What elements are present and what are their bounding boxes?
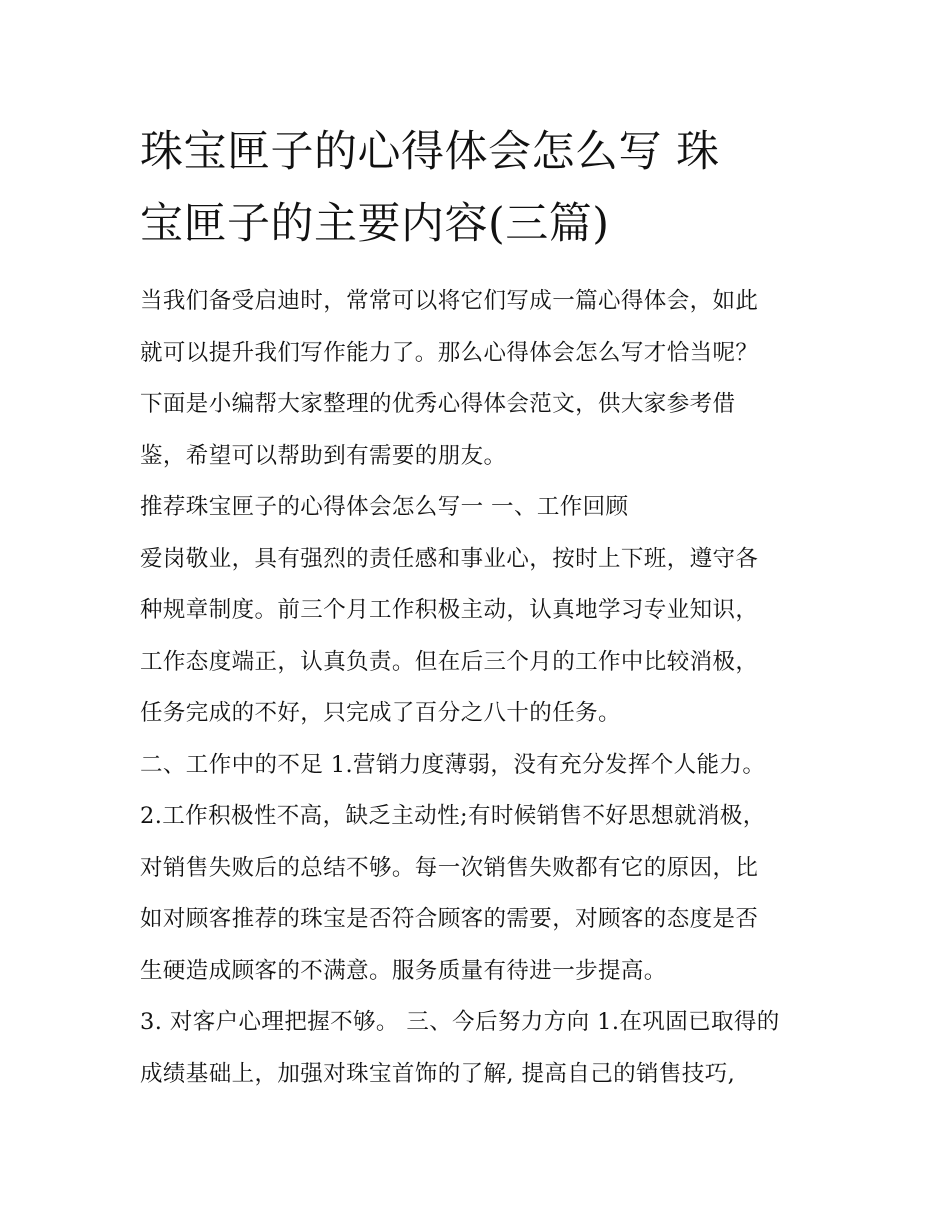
paragraph-line: 3. 对客户心理把握不够。 三、今后努力方向 1.在巩固已取得的 (140, 1009, 780, 1035)
paragraph-line: 如对顾客推荐的珠宝是否符合顾客的需要，对顾客的态度是否 (140, 906, 759, 932)
document-body (140, 280, 820, 1104)
paragraph-line: 种规章制度。前三个月工作积极主动，认真地学习专业知识， (140, 597, 759, 623)
paragraph-line: 就可以提升我们写作能力了。那么心得体会怎么写才恰当呢？ (140, 339, 759, 366)
paragraph-line: 二、工作中的不足 1.营销力度薄弱，没有充分发挥个人能力。 (140, 751, 766, 778)
paragraph-line: 推荐珠宝匣子的心得体会怎么写一 一、工作回顾 (140, 494, 629, 520)
paragraph-line: 鉴，希望可以帮助到有需要的朋友。 (140, 442, 507, 469)
paragraph-line: 对销售失败后的总结不够。每一次销售失败都有它的原因，比 (140, 854, 759, 881)
paragraph-line: 爱岗敬业，具有强烈的责任感和事业心，按时上下班，遵守各 (140, 545, 759, 572)
paragraph-line: 当我们备受启迪时，常常可以将它们写成一篇心得体会，如此 (140, 288, 759, 314)
paragraph-line: 2.工作积极性不高，缺乏主动性;有时候销售不好思想就消极， (140, 803, 766, 829)
paragraph-line: 生硬造成顾客的不满意。服务质量有待进一步提高。 (140, 957, 667, 984)
paragraph-line: 工作态度端正，认真负责。但在后三个月的工作中比较消极， (140, 648, 759, 675)
paragraph-line: 成绩基础上，加强对珠宝首饰的了解, 提高自己的销售技巧, (140, 1060, 736, 1087)
document-title: 珠宝匣子的心得体会怎么写 珠 宝匣子的主要内容(三篇) (140, 127, 720, 249)
paragraph-line: 任务完成的不好，只完成了百分之八十的任务。 (140, 700, 621, 726)
paragraph-line: 下面是小编帮大家整理的优秀心得体会范文，供大家参考借 (140, 391, 736, 417)
